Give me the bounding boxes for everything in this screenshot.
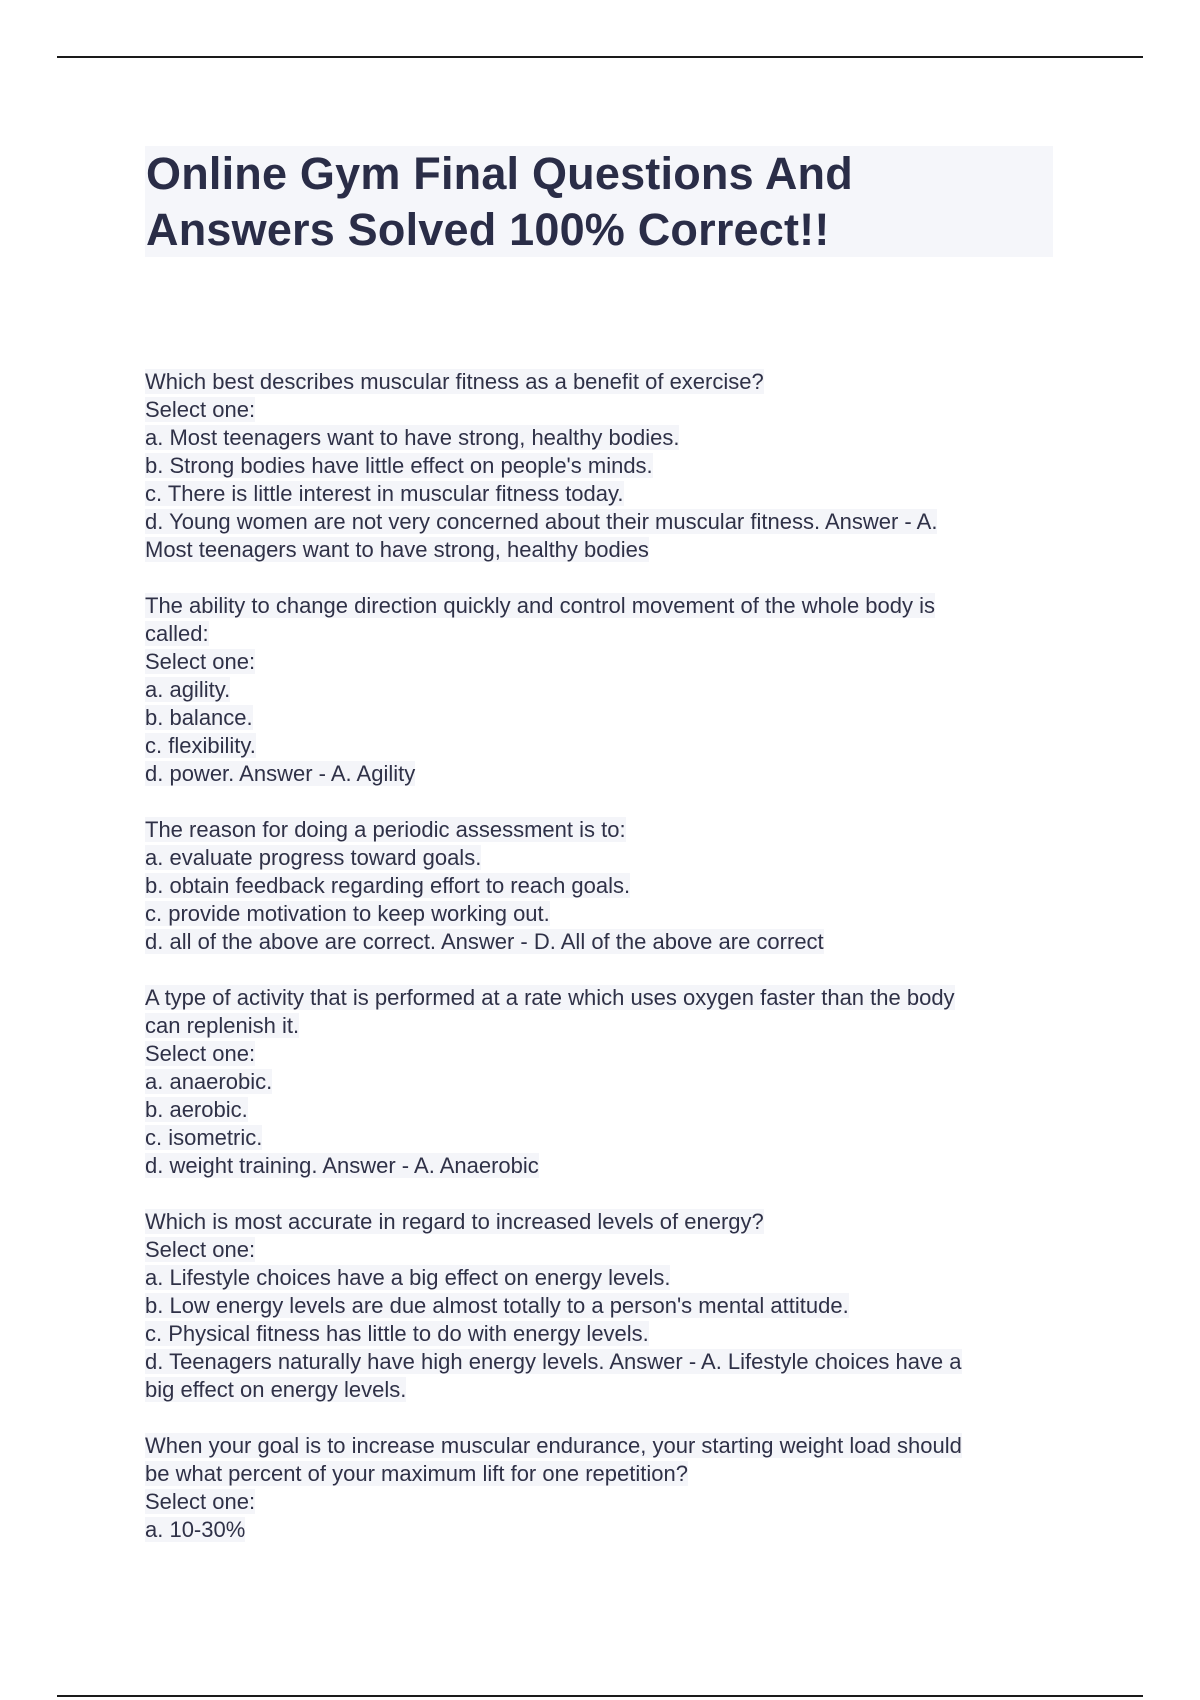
question-text: a. anaerobic.: [145, 1069, 273, 1094]
question-text: Select one:: [145, 1041, 256, 1066]
question-block: [145, 592, 1065, 788]
question-text-line: [145, 480, 1065, 508]
question-text-line: [145, 396, 1065, 424]
question-text-line: [145, 1264, 1065, 1292]
questions-list: [145, 368, 1065, 1572]
question-text: b. balance.: [145, 705, 253, 730]
question-text: a. 10-30%: [145, 1517, 246, 1542]
question-text: b. Low energy levels are due almost totally to a person's mental attitude.: [145, 1293, 849, 1318]
question-text: a. agility.: [145, 677, 231, 702]
question-text-line: [145, 1152, 1065, 1180]
question-text-line: [145, 872, 1065, 900]
page-title: [145, 146, 1053, 258]
question-text-line: [145, 508, 1065, 536]
question-text: The reason for doing a periodic assessment is to:: [145, 817, 626, 842]
question-text-line: [145, 592, 1065, 620]
question-text: big effect on energy levels.: [145, 1377, 407, 1402]
question-text: a. Lifestyle choices have a big effect on energy levels.: [145, 1265, 671, 1290]
question-text: d. all of the above are correct. Answer - D. All of the above are correct: [145, 929, 824, 954]
question-text-line: [145, 984, 1065, 1012]
title-block: [145, 146, 1053, 257]
question-text-line: [145, 1348, 1065, 1376]
question-text-line: [145, 676, 1065, 704]
question-text-line: [145, 536, 1065, 564]
question-text-line: [145, 620, 1065, 648]
question-text-line: [145, 1096, 1065, 1124]
question-block: [145, 1432, 1065, 1544]
question-text-line: [145, 648, 1065, 676]
question-text-line: [145, 424, 1065, 452]
question-text: Which is most accurate in regard to increased levels of energy?: [145, 1209, 764, 1234]
question-text: d. power. Answer - A. Agility: [145, 761, 416, 786]
question-text-line: [145, 1516, 1065, 1544]
question-text: d. Young women are not very concerned about their muscular fitness. Answer - A.: [145, 509, 938, 534]
question-text: a. Most teenagers want to have strong, healthy bodies.: [145, 425, 680, 450]
question-text: Select one:: [145, 1489, 256, 1514]
page-title-line-1: Online Gym Final Questions And: [146, 148, 853, 199]
bottom-rule: [57, 1695, 1143, 1697]
question-text: d. weight training. Answer - A. Anaerobic: [145, 1153, 539, 1178]
question-text: b. aerobic.: [145, 1097, 248, 1122]
question-text: A type of activity that is performed at a rate which uses oxygen faster than the body: [145, 985, 955, 1010]
question-text-line: [145, 1124, 1065, 1152]
question-text-line: [145, 1320, 1065, 1348]
question-text-line: [145, 1236, 1065, 1264]
question-text-line: [145, 1208, 1065, 1236]
question-text-line: [145, 1012, 1065, 1040]
question-text: c. flexibility.: [145, 733, 256, 758]
question-text-line: [145, 760, 1065, 788]
question-text-line: [145, 1432, 1065, 1460]
question-text: The ability to change direction quickly and control movement of the whole body is: [145, 593, 935, 618]
question-text-line: [145, 1376, 1065, 1404]
question-text: b. obtain feedback regarding effort to reach goals.: [145, 873, 631, 898]
question-block: [145, 816, 1065, 956]
question-text-line: [145, 732, 1065, 760]
question-text: can replenish it.: [145, 1013, 300, 1038]
question-text: b. Strong bodies have little effect on people's minds.: [145, 453, 653, 478]
question-text-line: [145, 928, 1065, 956]
question-text-line: [145, 844, 1065, 872]
question-text-line: [145, 1292, 1065, 1320]
question-text-line: [145, 452, 1065, 480]
question-text-line: [145, 1068, 1065, 1096]
question-text: Select one:: [145, 1237, 256, 1262]
question-text: c. isometric.: [145, 1125, 263, 1150]
question-text: Most teenagers want to have strong, healthy bodies: [145, 537, 649, 562]
question-text: a. evaluate progress toward goals.: [145, 845, 482, 870]
question-text-line: [145, 900, 1065, 928]
question-text: called:: [145, 621, 209, 646]
question-block: [145, 1208, 1065, 1404]
question-text-line: [145, 816, 1065, 844]
question-text-line: [145, 1040, 1065, 1068]
question-text-line: [145, 704, 1065, 732]
question-text-line: [145, 1460, 1065, 1488]
question-text: Which best describes muscular fitness as a benefit of exercise?: [145, 369, 764, 394]
question-text: c. provide motivation to keep working out.: [145, 901, 550, 926]
question-text: be what percent of your maximum lift for one repetition?: [145, 1461, 688, 1486]
question-text: Select one:: [145, 649, 256, 674]
top-rule: [57, 56, 1143, 58]
question-text: Select one:: [145, 397, 256, 422]
question-text-line: [145, 368, 1065, 396]
question-text: c. There is little interest in muscular fitness today.: [145, 481, 624, 506]
page-title-line-2: Answers Solved 100% Correct!!: [146, 204, 830, 255]
question-text: c. Physical fitness has little to do with energy levels.: [145, 1321, 649, 1346]
question-text: d. Teenagers naturally have high energy levels. Answer - A. Lifestyle choices have a: [145, 1349, 962, 1374]
question-text: When your goal is to increase muscular endurance, your starting weight load should: [145, 1433, 962, 1458]
question-block: [145, 984, 1065, 1180]
question-text-line: [145, 1488, 1065, 1516]
question-block: [145, 368, 1065, 564]
